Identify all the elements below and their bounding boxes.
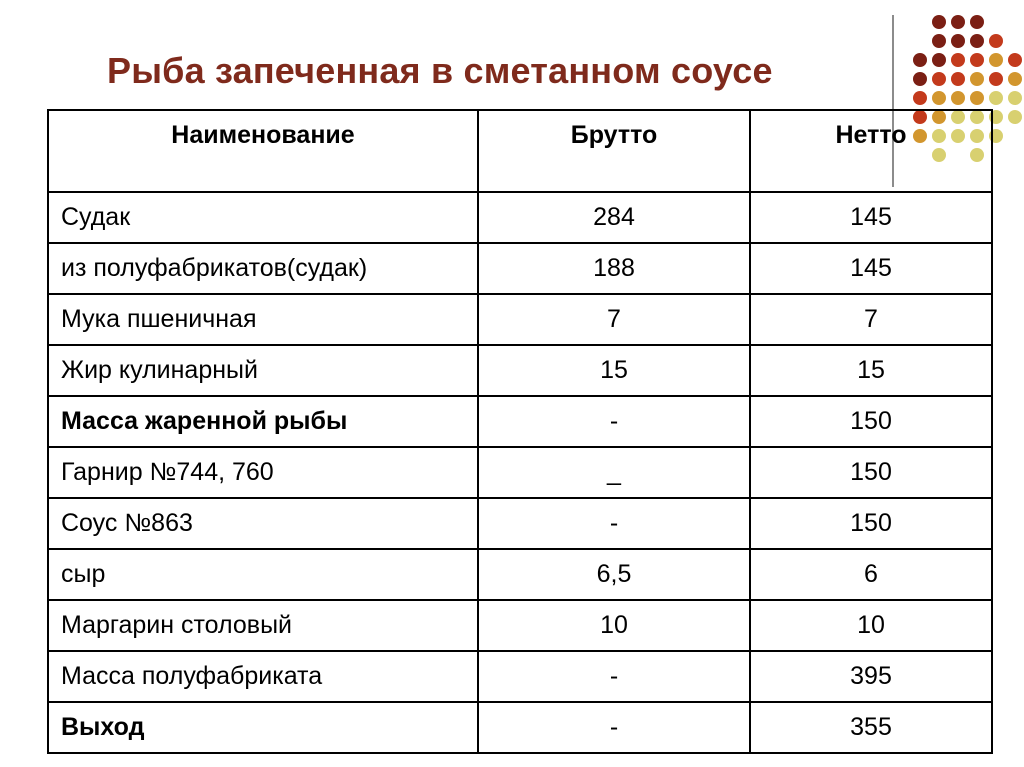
decorative-dot bbox=[932, 72, 946, 86]
decorative-dot bbox=[932, 34, 946, 48]
cell-gross: - bbox=[478, 651, 750, 702]
table-header-row bbox=[48, 110, 992, 192]
decorative-dot bbox=[951, 91, 965, 105]
recipe-table bbox=[47, 109, 993, 754]
table-row bbox=[48, 600, 992, 651]
cell-gross: 6,5 bbox=[478, 549, 750, 600]
table-row bbox=[48, 549, 992, 600]
table-row bbox=[48, 702, 992, 753]
decorative-dot bbox=[932, 53, 946, 67]
cell-name: Гарнир №744, 760 bbox=[48, 447, 478, 498]
decorative-dot bbox=[932, 91, 946, 105]
decorative-dot bbox=[951, 53, 965, 67]
decorative-dot bbox=[1008, 53, 1022, 67]
cell-name: Мука пшеничная bbox=[48, 294, 478, 345]
cell-net: 10 bbox=[750, 600, 992, 651]
decorative-dot bbox=[989, 91, 1003, 105]
cell-gross: 188 bbox=[478, 243, 750, 294]
table-row bbox=[48, 294, 992, 345]
table-row bbox=[48, 498, 992, 549]
decorative-dot bbox=[932, 15, 946, 29]
decorative-dot bbox=[989, 53, 1003, 67]
cell-name: Жир кулинарный bbox=[48, 345, 478, 396]
cell-name: Соус №863 bbox=[48, 498, 478, 549]
decorative-dot bbox=[989, 72, 1003, 86]
cell-net: 150 bbox=[750, 498, 992, 549]
table-row bbox=[48, 396, 992, 447]
decorative-dot bbox=[913, 72, 927, 86]
cell-gross: - bbox=[478, 396, 750, 447]
cell-net: 145 bbox=[750, 243, 992, 294]
table-row bbox=[48, 192, 992, 243]
cell-gross: - bbox=[478, 702, 750, 753]
table-row bbox=[48, 243, 992, 294]
decorative-dot bbox=[970, 53, 984, 67]
header-gross: Брутто bbox=[478, 110, 750, 192]
cell-net: 150 bbox=[750, 396, 992, 447]
decorative-dot bbox=[970, 34, 984, 48]
decorative-dot bbox=[951, 72, 965, 86]
decorative-dot bbox=[970, 15, 984, 29]
decorative-dot bbox=[1008, 110, 1022, 124]
cell-name: Маргарин столовый bbox=[48, 600, 478, 651]
cell-net: 145 bbox=[750, 192, 992, 243]
cell-gross: 15 bbox=[478, 345, 750, 396]
table-row bbox=[48, 651, 992, 702]
cell-name: Выход bbox=[48, 702, 478, 753]
cell-gross: 284 bbox=[478, 192, 750, 243]
cell-name: Масса жаренной рыбы bbox=[48, 396, 478, 447]
cell-net: 15 bbox=[750, 345, 992, 396]
cell-net: 7 bbox=[750, 294, 992, 345]
slide-title: Рыба запеченная в сметанном соусе bbox=[107, 50, 773, 91]
cell-gross: 10 bbox=[478, 600, 750, 651]
cell-name: Масса полуфабриката bbox=[48, 651, 478, 702]
cell-gross: _ bbox=[478, 447, 750, 498]
cell-net: 150 bbox=[750, 447, 992, 498]
decorative-dot bbox=[1008, 91, 1022, 105]
cell-net: 6 bbox=[750, 549, 992, 600]
decorative-dot bbox=[913, 91, 927, 105]
cell-name: сыр bbox=[48, 549, 478, 600]
decorative-dot bbox=[951, 15, 965, 29]
cell-name: Судак bbox=[48, 192, 478, 243]
decorative-dot bbox=[1008, 72, 1022, 86]
cell-net: 355 bbox=[750, 702, 992, 753]
cell-gross: 7 bbox=[478, 294, 750, 345]
cell-net: 395 bbox=[750, 651, 992, 702]
table-row bbox=[48, 447, 992, 498]
cell-name: из полуфабрикатов(судак) bbox=[48, 243, 478, 294]
decorative-dot bbox=[970, 72, 984, 86]
cell-gross: - bbox=[478, 498, 750, 549]
table-row bbox=[48, 345, 992, 396]
decorative-dot bbox=[951, 34, 965, 48]
decorative-dot bbox=[989, 34, 1003, 48]
header-net: Нетто bbox=[750, 110, 992, 192]
decorative-dot bbox=[970, 91, 984, 105]
decorative-dot bbox=[913, 53, 927, 67]
header-name: Наименование bbox=[48, 110, 478, 192]
